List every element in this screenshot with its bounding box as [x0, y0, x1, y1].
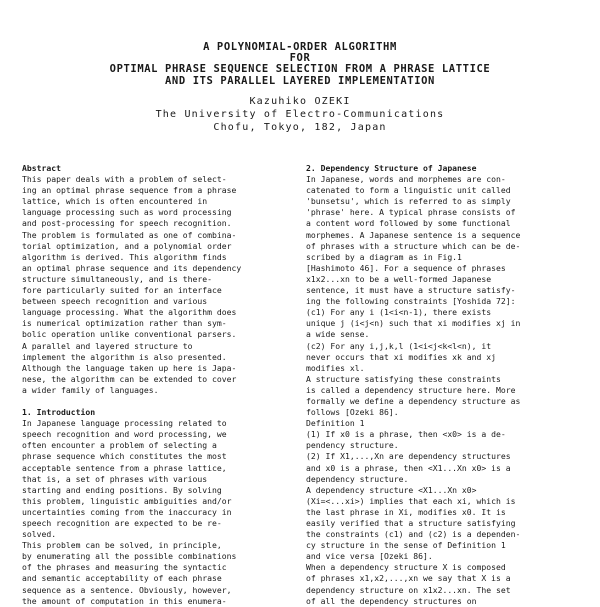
text-line: the last phrase in Xi, modifies x0. It is: [306, 506, 506, 517]
text-line: Definition 1: [306, 418, 365, 429]
text-line: solved.: [22, 529, 57, 540]
title-line-2: FOR: [289, 52, 311, 64]
text-line: (c1) For any i (1<i<n-1), there exists: [306, 307, 492, 318]
text-line: (c2) For any i,j,k,l (1<i<j<k<l<n), it: [306, 340, 492, 351]
author-affiliation: The University of Electro-Communications: [155, 109, 445, 120]
text-line: is numerical optimization rather than sym-: [22, 318, 227, 329]
left-column: [22, 163, 308, 607]
text-line: starting and ending positions. By solving: [22, 484, 222, 495]
text-line: uncertainties coming from the inaccuracy in: [22, 506, 232, 517]
text-line: [Hashimoto 46]. For a sequence of phrases: [306, 262, 506, 273]
text-line: of all the dependency structures on: [306, 595, 477, 606]
text-line: and x0 is a phrase, then <X1...Xn x0> is a: [306, 462, 511, 473]
text-line: implement the algorithm is also presented.: [22, 351, 227, 362]
text-line: of phrases with a structure which can be de-: [306, 240, 521, 251]
text-line: of phrases x1,x2,...,xn we say that X is a: [306, 573, 511, 584]
text-line: This paper deals with a problem of select-: [22, 174, 227, 185]
text-line: a content word followed by some functional: [306, 218, 511, 229]
section-heading: Abstract: [22, 163, 61, 173]
text-line: the constraints (c1) and (c2) is a dependen-: [306, 529, 521, 540]
author-address: Chofu, Tokyo, 182, Japan: [213, 122, 387, 133]
text-line: the amount of computation in this enumera-: [22, 595, 227, 606]
section-heading: 1. Introduction: [22, 407, 96, 418]
text-line: sequence as a sentence. Obviously, however,: [22, 584, 232, 595]
text-line: (1) If x0 is a phrase, then <x0> is a de-: [306, 429, 506, 440]
text-line: between speech recognition and various: [22, 296, 208, 307]
text-line: easily verified that a structure satisfying: [306, 518, 516, 528]
text-line: never occurs that xi modifies xk and xj: [306, 351, 497, 362]
text-line: A dependency structure <X1...Xn x0>: [306, 484, 477, 495]
text-line: often encounter a problem of selecting a: [22, 440, 217, 451]
text-line: ing an optimal phrase sequence from a phrase: [22, 185, 237, 196]
text-line: an optimal phrase sequence and its dependency: [22, 262, 242, 273]
text-line: and semantic acceptability of each phrase: [22, 573, 222, 584]
text-line: A parallel and layered structure to: [22, 340, 193, 351]
text-line: catenated to form a linguistic unit called: [306, 185, 511, 196]
text-line: dependency structure on x1x2...xn. The set: [306, 584, 511, 595]
text-line: scribed by a diagram as in Fig.1: [306, 251, 462, 262]
text-line: When a dependency structure X is composed: [306, 562, 506, 573]
text-line: pendency structure.: [306, 440, 399, 451]
author-name: Kazuhiko OZEKI: [249, 96, 351, 107]
text-line: follows [Ozeki 86].: [306, 407, 399, 418]
text-line: modifies xl.: [306, 362, 365, 373]
text-line: a wide sense.: [306, 329, 370, 340]
text-line: algorithm is derived. This algorithm finds: [22, 251, 227, 262]
text-line: This problem can be solved, in principle,: [22, 540, 222, 551]
text-line: In Japanese language processing related to: [22, 418, 227, 429]
text-line: torial optimization, and a polynomial order: [22, 240, 232, 251]
text-line: A structure satisfying these constraints: [306, 373, 501, 384]
text-line: dependency structure.: [306, 473, 409, 484]
right-column: [306, 163, 592, 607]
text-line: acceptable sentence from a phrase lattice,: [22, 462, 227, 473]
text-line: and vice versa [Ozeki 86].: [306, 551, 433, 562]
text-line: cy structure in the sense of Definition 1: [306, 540, 506, 551]
text-line: In Japanese, words and morphemes are con-: [306, 174, 506, 185]
text-line: speech recognition and word processing, we: [22, 429, 227, 440]
section-heading: 2. Dependency Structure of Japanese: [306, 163, 477, 173]
text-line: formally we define a dependency structure as: [306, 395, 521, 406]
text-line: structure simultaneously, and is there-: [22, 273, 213, 284]
text-line: 'phrase' here. A typical phrase consists of: [306, 207, 516, 218]
title-line-4: AND ITS PARALLEL LAYERED IMPLEMENTATION: [165, 75, 435, 87]
text-line: phrase sequence which constitutes the most: [22, 451, 227, 462]
title-line-1: A POLYNOMIAL-ORDER ALGORITHM: [203, 41, 397, 53]
text-line: and post-processing for speech recognition.: [22, 218, 232, 229]
text-line: lattice, which is often encountered in: [22, 196, 208, 207]
text-line: sentence, it must have a structure satisfy-: [306, 285, 516, 296]
text-line: The problem is formulated as one of combina-: [22, 229, 237, 240]
text-line: this problem, linguistic ambiguities and/or: [22, 495, 232, 506]
text-line: 'bunsetsu', which is referred to as simply: [306, 196, 511, 207]
title-line-3: OPTIMAL PHRASE SEQUENCE SELECTION FROM A PHRASE LATTICE: [109, 63, 491, 75]
text-line: language processing. What the algorithm does: [22, 307, 237, 318]
text-line: morphemes. A Japanese sentence is a sequence: [306, 229, 521, 240]
text-line: Although the language taken up here is Japa-: [22, 362, 237, 373]
text-line: that is, a set of phrases with various: [22, 473, 208, 484]
text-line: ing the following constraints [Yoshida 72]:: [306, 296, 516, 307]
text-line: (Xi=<...xi>) implies that each xi, which is: [306, 495, 516, 506]
text-line: bolic operation unlike conventional parsers.: [22, 329, 237, 340]
text-line: a wider family of languages.: [22, 384, 159, 395]
text-line: is called a dependency structure here. More: [306, 384, 516, 395]
text-line: [22, 396, 308, 407]
text-line: speech recognition are expected to be re-: [22, 518, 222, 528]
text-line: of the phrases and measuring the syntactic: [22, 562, 227, 573]
text-line: fore particularly suited for an interface: [22, 285, 222, 296]
text-line: unique j (i<j<n) such that xi modifies xj in: [306, 318, 521, 329]
text-line: language processing such as word processing: [22, 207, 232, 218]
text-line: nese, the algorithm can be extended to cover: [22, 373, 237, 384]
text-line: by enumerating all the possible combinations: [22, 551, 237, 562]
text-line: x1x2...xn to be a well-formed Japanese: [306, 273, 492, 284]
text-line: (2) If X1,...,Xn are dependency structures: [306, 451, 511, 462]
